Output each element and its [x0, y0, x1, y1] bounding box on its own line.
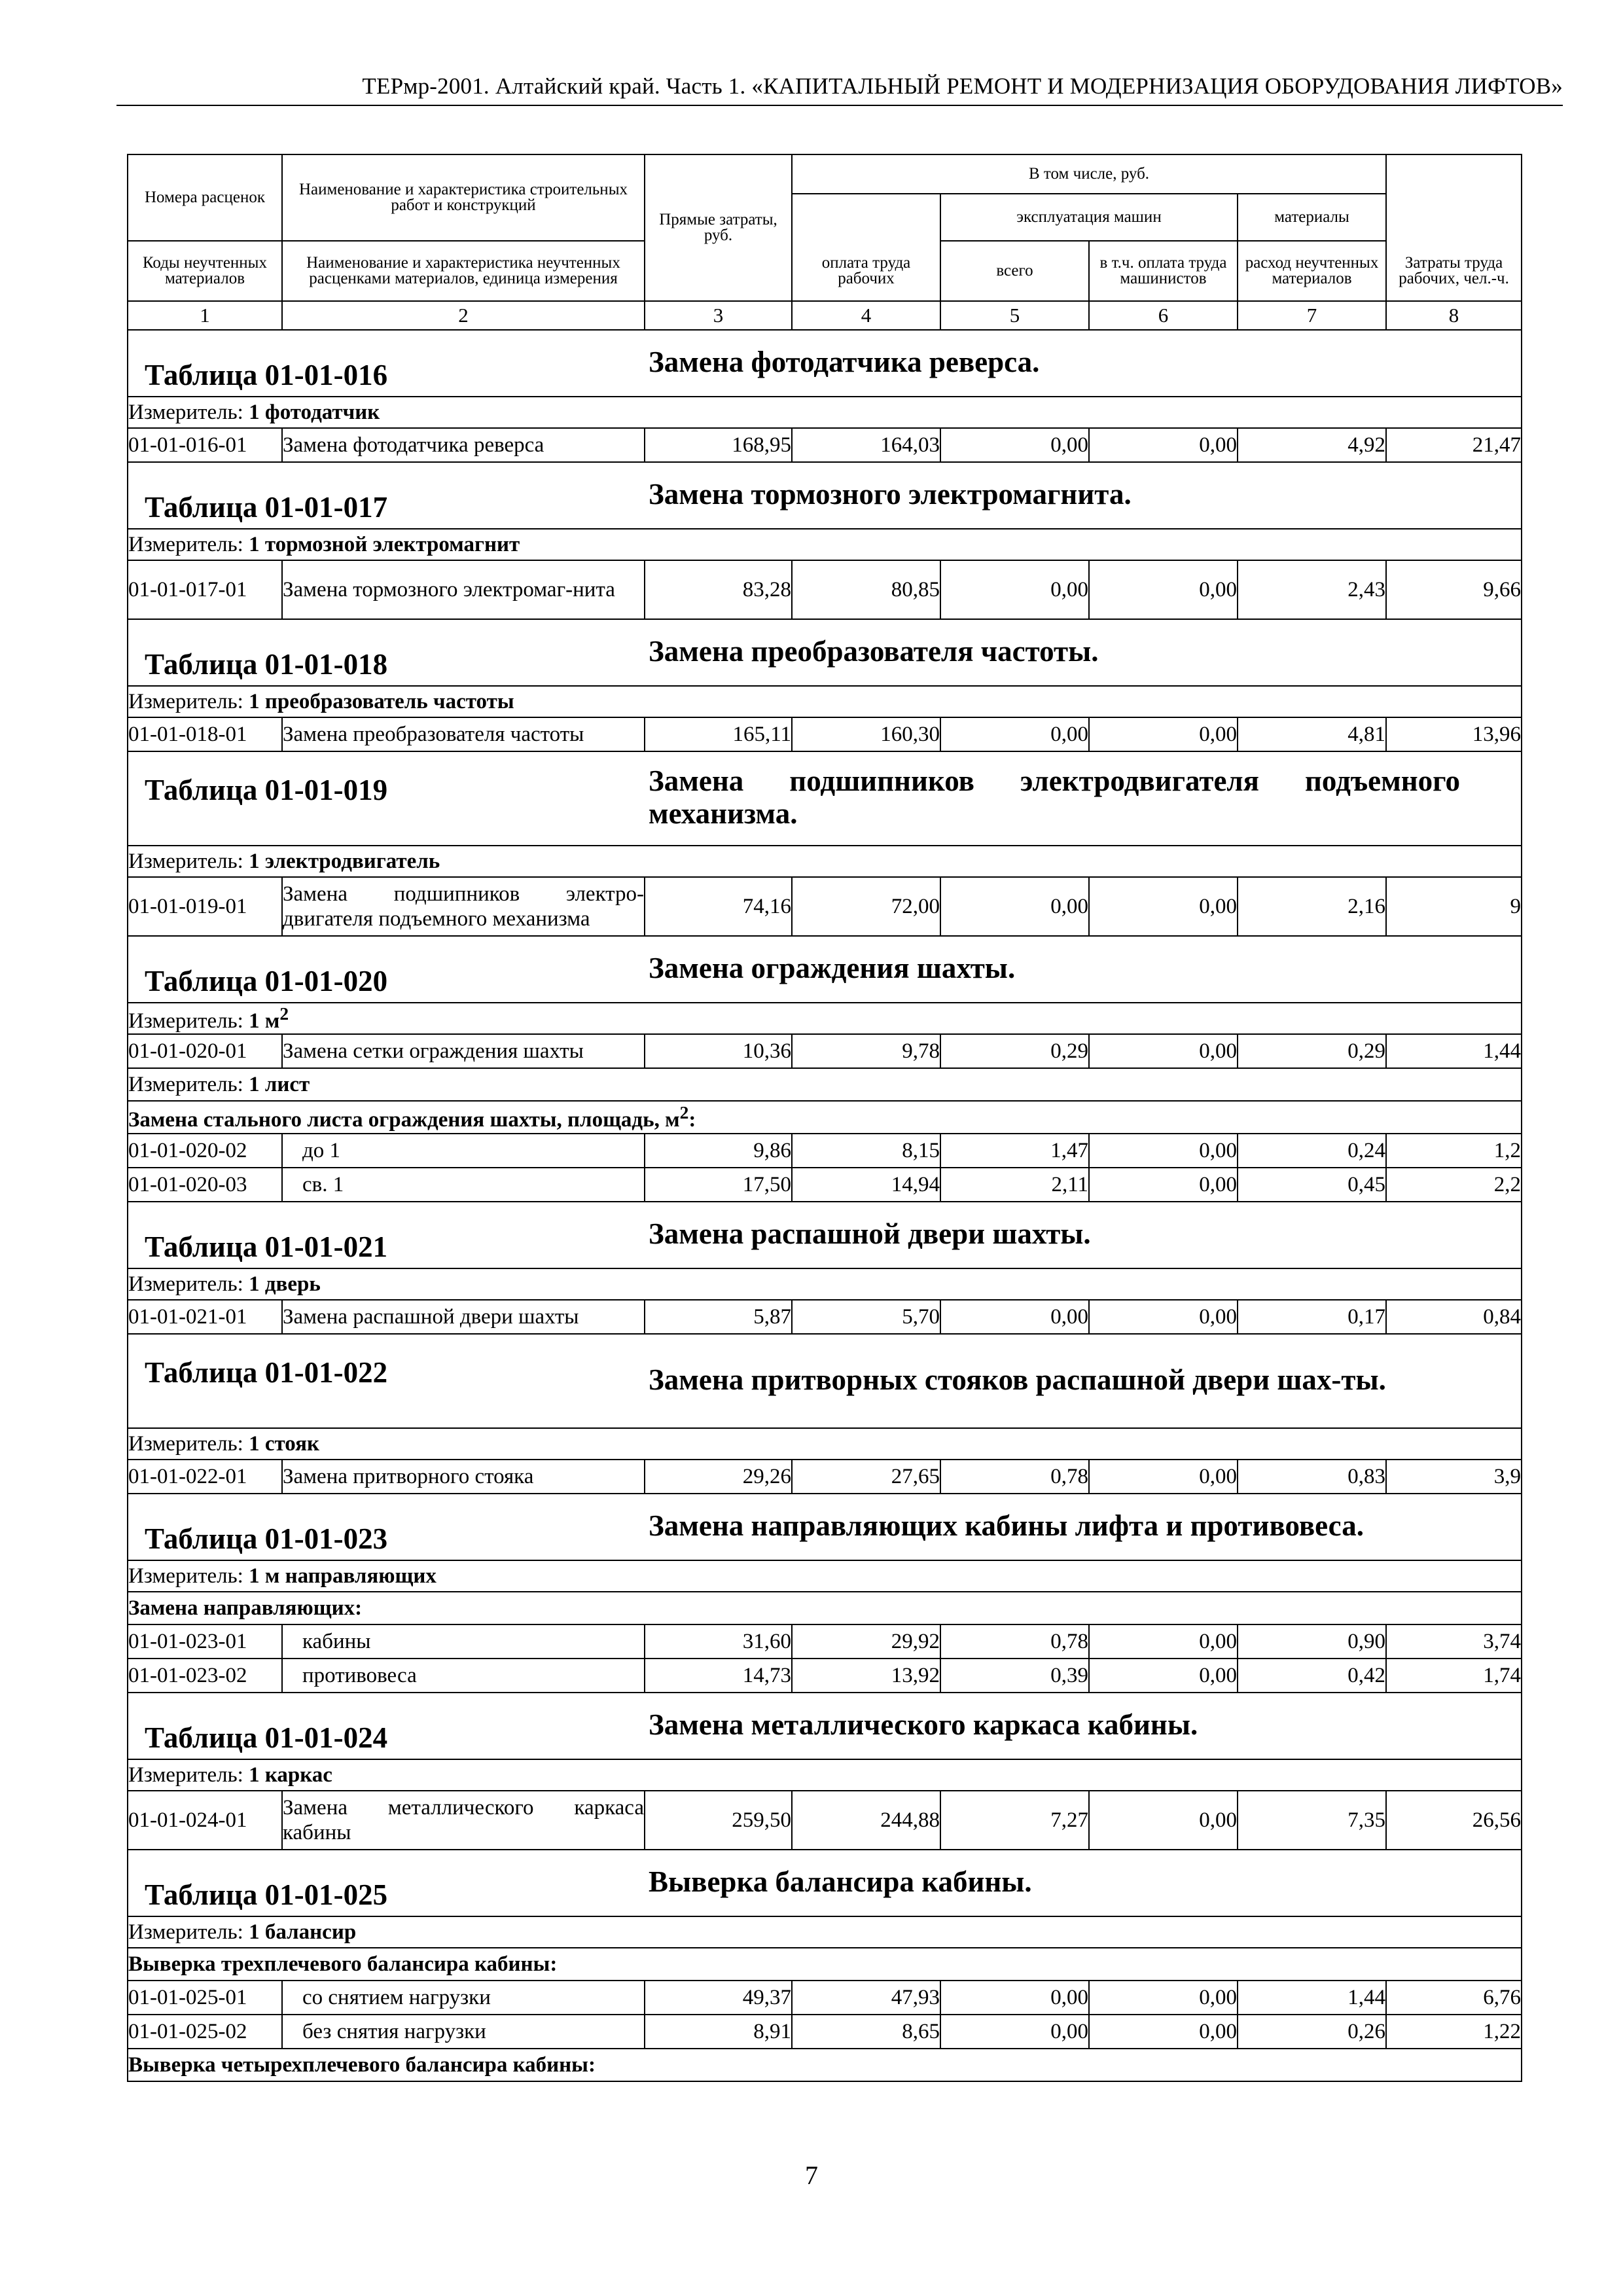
meter-row [128, 529, 1522, 560]
table-row [128, 1300, 1522, 1334]
meter-row [128, 397, 1522, 428]
section-title: Замена тормозного электромагнита. [649, 478, 1132, 511]
labor-pay: 8,65 [792, 2015, 940, 2049]
table-row [128, 1034, 1522, 1068]
labor-hours: 1,74 [1386, 1659, 1522, 1693]
group-label: Выверка четырехплечевого балансира кабины: [128, 2049, 1522, 2081]
section-title: Замена преобразователя частоты. [649, 635, 1099, 668]
col5-header: всего [940, 241, 1089, 301]
labor-hours: 6,76 [1386, 1981, 1522, 2015]
machines-total: 0,00 [940, 560, 1089, 619]
rate-code: 01-01-022-01 [128, 1460, 282, 1494]
meter-label: Измеритель: [128, 1920, 243, 1944]
rate-code: 01-01-023-01 [128, 1624, 282, 1659]
labor-pay: 14,94 [792, 1168, 940, 1202]
rate-code: 01-01-021-01 [128, 1300, 282, 1334]
machinists-pay: 0,00 [1089, 1624, 1238, 1659]
labor-pay: 8,15 [792, 1134, 940, 1168]
materials-cost: 4,81 [1238, 717, 1386, 751]
meter-label: Измеритель: [128, 532, 243, 556]
meter-row [128, 1759, 1522, 1791]
rate-name: св. 1 [282, 1168, 645, 1202]
rate-code: 01-01-020-02 [128, 1134, 282, 1168]
labor-pay: 29,92 [792, 1624, 940, 1659]
direct-costs: 29,26 [645, 1460, 792, 1494]
materials-cost: 0,29 [1238, 1034, 1386, 1068]
machinists-pay: 0,00 [1089, 1134, 1238, 1168]
machines-total: 0,00 [940, 1300, 1089, 1334]
rate-code: 01-01-025-02 [128, 2015, 282, 2049]
col4-header: оплата труда рабочих [792, 241, 940, 301]
table-row [128, 428, 1522, 462]
materials-cost: 0,90 [1238, 1624, 1386, 1659]
materials-cost: 7,35 [1238, 1791, 1386, 1850]
meter-row [128, 1068, 1522, 1101]
machines-total: 0,00 [940, 717, 1089, 751]
col1-top-header: Номера расценок [128, 154, 282, 241]
col8-header-mid [1386, 194, 1522, 241]
meter-value: 1 электродвигатель [249, 849, 440, 873]
rate-code: 01-01-020-03 [128, 1168, 282, 1202]
section-title-row [128, 330, 1522, 397]
direct-costs: 74,16 [645, 877, 792, 936]
rate-name: Замена преобразователя частоты [282, 717, 645, 751]
section-title: Замена фотодатчика реверса. [649, 346, 1040, 378]
labor-pay: 72,00 [792, 877, 940, 936]
section-title-row [128, 1494, 1522, 1560]
table-row [128, 2015, 1522, 2049]
rate-code: 01-01-018-01 [128, 717, 282, 751]
col2-top-header: Наименование и характеристика строительных работ и конструкций [282, 154, 645, 241]
col1-bottom-header: Коды неучтенных материалов [128, 241, 282, 301]
section-code: Таблица 01-01-016 [145, 359, 388, 391]
machines-total: 0,00 [940, 877, 1089, 936]
rate-code: 01-01-016-01 [128, 428, 282, 462]
labor-hours: 1,44 [1386, 1034, 1522, 1068]
machines-total: 0,00 [940, 2015, 1089, 2049]
materials-cost: 2,43 [1238, 560, 1386, 619]
group-header-row [128, 1101, 1522, 1134]
rate-name: кабины [282, 1624, 645, 1659]
direct-costs: 14,73 [645, 1659, 792, 1693]
section-code: Таблица 01-01-018 [145, 648, 388, 681]
meter-label: Измеритель: [128, 1009, 243, 1033]
machines-total: 1,47 [940, 1134, 1089, 1168]
meter-row [128, 846, 1522, 877]
table-row [128, 1659, 1522, 1693]
labor-hours: 9 [1386, 877, 1522, 936]
direct-costs: 9,86 [645, 1134, 792, 1168]
section-code: Таблица 01-01-024 [145, 1721, 388, 1754]
rate-name: до 1 [282, 1134, 645, 1168]
materials-cost: 0,17 [1238, 1300, 1386, 1334]
machinists-pay: 0,00 [1089, 1981, 1238, 2015]
header-row-top [128, 154, 1522, 194]
column-number: 4 [792, 301, 940, 330]
meter-label: Измеритель: [128, 849, 243, 873]
section-title-row [128, 936, 1522, 1003]
rate-name: Замена притворного стояка [282, 1460, 645, 1494]
section-title-row [128, 751, 1522, 846]
labor-hours: 21,47 [1386, 428, 1522, 462]
meter-label: Измеритель: [128, 689, 243, 713]
direct-costs: 49,37 [645, 1981, 792, 2015]
header-rule [116, 105, 1563, 106]
machinists-pay: 0,00 [1089, 1034, 1238, 1068]
rate-name: Замена сетки ограждения шахты [282, 1034, 645, 1068]
table-row [128, 560, 1522, 619]
labor-hours: 0,84 [1386, 1300, 1522, 1334]
materials-cost: 0,26 [1238, 2015, 1386, 2049]
direct-costs: 165,11 [645, 717, 792, 751]
table-row [128, 1791, 1522, 1850]
rate-code: 01-01-023-02 [128, 1659, 282, 1693]
meter-row [128, 686, 1522, 717]
rate-name: Замена подшипников электро-двигателя подъемного механизма [282, 877, 645, 936]
col8-header: Затраты труда рабочих, чел.-ч. [1386, 241, 1522, 301]
meter-row [128, 1428, 1522, 1460]
machinists-pay: 0,00 [1089, 1460, 1238, 1494]
direct-costs: 83,28 [645, 560, 792, 619]
rate-code: 01-01-020-01 [128, 1034, 282, 1068]
column-number: 8 [1386, 301, 1522, 330]
meter-label: Измеритель: [128, 1763, 243, 1787]
superscript-2: 2 [679, 1102, 689, 1122]
machinists-pay: 0,00 [1089, 1168, 1238, 1202]
materials-header: материалы [1238, 194, 1386, 241]
col7-header: расход неучтенных материалов [1238, 241, 1386, 301]
meter-value: 1 дверь [249, 1272, 321, 1296]
column-number: 3 [645, 301, 792, 330]
column-number: 7 [1238, 301, 1386, 330]
meter-label: Измеритель: [128, 1272, 243, 1296]
direct-costs: 259,50 [645, 1791, 792, 1850]
direct-costs: 31,60 [645, 1624, 792, 1659]
materials-cost: 1,44 [1238, 1981, 1386, 2015]
labor-hours: 1,2 [1386, 1134, 1522, 1168]
meter-row [128, 1916, 1522, 1948]
rates-table [127, 154, 1522, 2082]
table-row [128, 1168, 1522, 1202]
meter-value: 1 лист [249, 1072, 310, 1096]
rate-code: 01-01-019-01 [128, 877, 282, 936]
section-code: Таблица 01-01-025 [145, 1878, 388, 1911]
column-number: 5 [940, 301, 1089, 330]
superscript-2: 2 [279, 1003, 289, 1024]
materials-cost: 2,16 [1238, 877, 1386, 936]
labor-hours: 26,56 [1386, 1791, 1522, 1850]
section-title-row [128, 619, 1522, 686]
rate-name: без снятия нагрузки [282, 2015, 645, 2049]
meter-value: 1 стояк [249, 1431, 320, 1456]
meter-label: Измеритель: [128, 400, 243, 424]
meter-row [128, 1268, 1522, 1300]
meter-value: 1 $м^2$ [249, 1003, 289, 1033]
group-header-row [128, 2049, 1522, 2081]
meter-value: 1 преобразователь частоты [249, 689, 514, 713]
meter-value: 1 м направляющих [249, 1564, 437, 1588]
direct-costs: 8,91 [645, 2015, 792, 2049]
section-title: Замена подшипников электродвигателя подъемного механизма. [649, 764, 1460, 830]
direct-costs: 17,50 [645, 1168, 792, 1202]
section-title: Замена металлического каркаса кабины. [649, 1708, 1198, 1741]
labor-hours: 13,96 [1386, 717, 1522, 751]
direct-costs: 10,36 [645, 1034, 792, 1068]
col3-header: Прямые затраты, руб. [645, 154, 792, 301]
section-title: Замена распашной двери шахты. [649, 1217, 1091, 1250]
rate-name: противовеса [282, 1659, 645, 1693]
group-header-row [128, 1592, 1522, 1624]
materials-cost: 0,24 [1238, 1134, 1386, 1168]
meter-label: Измеритель: [128, 1072, 243, 1096]
col8-header-top [1386, 154, 1522, 194]
labor-pay: 9,78 [792, 1034, 940, 1068]
section-code: Таблица 01-01-022 [145, 1356, 388, 1389]
table-row [128, 1134, 1522, 1168]
labor-hours: 3,74 [1386, 1624, 1522, 1659]
group-label: Выверка трехплечевого балансира кабины: [128, 1948, 1522, 1981]
table-row [128, 1981, 1522, 2015]
labor-hours: 9,66 [1386, 560, 1522, 619]
machines-total: 0,78 [940, 1624, 1089, 1659]
machinists-pay: 0,00 [1089, 877, 1238, 936]
table-row [128, 1460, 1522, 1494]
meter-value: 1 каркас [249, 1763, 332, 1787]
machines-total: 0,39 [940, 1659, 1089, 1693]
labor-pay: 160,30 [792, 717, 940, 751]
column-number: 2 [282, 301, 645, 330]
rate-code: 01-01-025-01 [128, 1981, 282, 2015]
section-title: Выверка балансира кабины. [649, 1865, 1032, 1898]
labor-pay: 164,03 [792, 428, 940, 462]
rate-name: Замена фотодатчика реверса [282, 428, 645, 462]
running-head: ТЕРмр-2001. Алтайский край. Часть 1. «КАПИТАЛЬНЫЙ РЕМОНТ И МОДЕРНИЗАЦИЯ ОБОРУДОВАНИЯ ЛИФТОВ» [362, 73, 1563, 99]
including-header: В том числе, руб. [792, 154, 1386, 194]
page-number: 7 [805, 2161, 818, 2190]
machinists-pay: 0,00 [1089, 717, 1238, 751]
section-title: Замена направляющих кабины лифта и противовеса. [649, 1509, 1364, 1542]
section-code: Таблица 01-01-023 [145, 1522, 388, 1555]
machinists-pay: 0,00 [1089, 560, 1238, 619]
machinists-pay: 0,00 [1089, 2015, 1238, 2049]
materials-cost: 0,45 [1238, 1168, 1386, 1202]
col2-bottom-header: Наименование и характеристика неучтенных расценками материалов, единица измерения [282, 241, 645, 301]
column-number: 1 [128, 301, 282, 330]
labor-hours: 3,9 [1386, 1460, 1522, 1494]
machines-total: 7,27 [940, 1791, 1089, 1850]
labor-pay: 5,70 [792, 1300, 940, 1334]
rate-name: со снятием нагрузки [282, 1981, 645, 2015]
rate-code: 01-01-017-01 [128, 560, 282, 619]
labor-pay: 47,93 [792, 1981, 940, 2015]
machinists-pay: 0,00 [1089, 1300, 1238, 1334]
section-code: Таблица 01-01-017 [145, 491, 388, 524]
machinists-pay: 0,00 [1089, 428, 1238, 462]
machines-total: 2,11 [940, 1168, 1089, 1202]
meter-row [128, 1560, 1522, 1592]
labor-hours: 1,22 [1386, 2015, 1522, 2049]
column-numbers-row [128, 301, 1522, 330]
table-row [128, 877, 1522, 936]
machinists-pay: 0,00 [1089, 1659, 1238, 1693]
meter-label: Измеритель: [128, 1564, 243, 1588]
table-row [128, 717, 1522, 751]
machinists-pay: 0,00 [1089, 1791, 1238, 1850]
col4-header-top [792, 194, 940, 241]
section-title: Замена притворных стояков распашной двери шах-ты. [649, 1363, 1386, 1396]
section-code: Таблица 01-01-021 [145, 1230, 388, 1263]
section-title-row [128, 1202, 1522, 1268]
labor-hours: 2,2 [1386, 1168, 1522, 1202]
meter-label: Измеритель: [128, 1431, 243, 1456]
machines-header: эксплуатация машин [940, 194, 1238, 241]
machines-total: 0,00 [940, 428, 1089, 462]
machines-total: 0,00 [940, 1981, 1089, 2015]
materials-cost: 0,83 [1238, 1460, 1386, 1494]
meter-value: 1 балансир [249, 1920, 357, 1944]
section-title-row [128, 1334, 1522, 1428]
labor-pay: 80,85 [792, 560, 940, 619]
labor-pay: 244,88 [792, 1791, 940, 1850]
direct-costs: 168,95 [645, 428, 792, 462]
rate-name: Замена металлического каркаса кабины [282, 1791, 645, 1850]
rate-code: 01-01-024-01 [128, 1791, 282, 1850]
meter-value: 1 фотодатчик [249, 400, 380, 424]
labor-pay: 13,92 [792, 1659, 940, 1693]
header-row-bottom [128, 241, 1522, 301]
section-title-row [128, 1693, 1522, 1759]
column-number: 6 [1089, 301, 1238, 330]
meter-row [128, 1003, 1522, 1034]
table-row [128, 1624, 1522, 1659]
machines-total: 0,78 [940, 1460, 1089, 1494]
direct-costs: 5,87 [645, 1300, 792, 1334]
rate-name: Замена тормозного электромаг-нита [282, 560, 645, 619]
materials-cost: 4,92 [1238, 428, 1386, 462]
labor-pay: 27,65 [792, 1460, 940, 1494]
section-code: Таблица 01-01-020 [145, 965, 388, 997]
col6-header: в т.ч. оплата труда машинистов [1089, 241, 1238, 301]
section-code: Таблица 01-01-019 [145, 774, 388, 806]
rate-name: Замена распашной двери шахты [282, 1300, 645, 1334]
group-label: Замена стального листа ограждения шахты, площадь, $м^2$: [128, 1101, 1522, 1134]
group-label: Замена направляющих: [128, 1592, 1522, 1624]
section-title-row [128, 462, 1522, 529]
machines-total: 0,29 [940, 1034, 1089, 1068]
section-title-row [128, 1850, 1522, 1916]
group-header-row [128, 1948, 1522, 1981]
meter-value: 1 тормозной электромагнит [249, 532, 520, 556]
section-title: Замена ограждения шахты. [649, 952, 1016, 984]
materials-cost: 0,42 [1238, 1659, 1386, 1693]
